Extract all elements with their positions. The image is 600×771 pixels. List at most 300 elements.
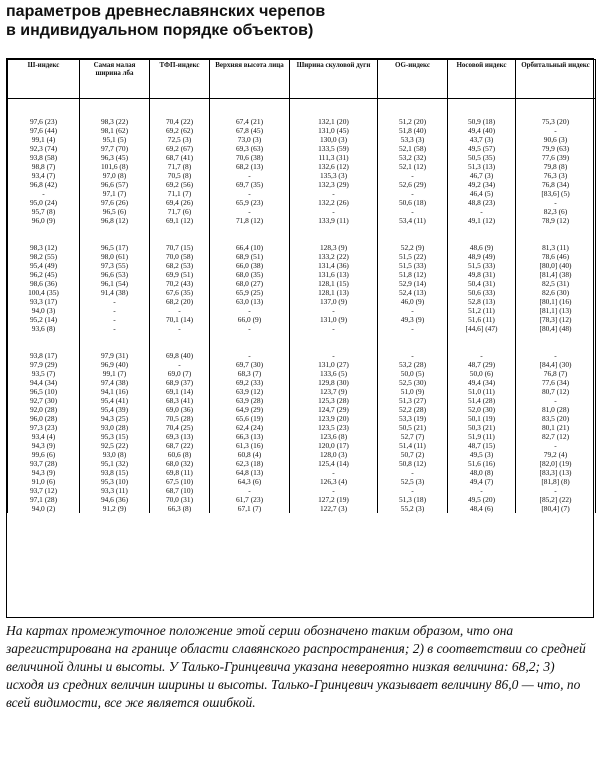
table-cell: 93,4 (4) bbox=[8, 432, 80, 441]
table-cell: 60,6 (8) bbox=[150, 450, 210, 459]
table-cell: 51,5 (22) bbox=[378, 252, 448, 261]
table-cell: 94,1 (16) bbox=[80, 387, 150, 396]
table-cell: 69,2 (56) bbox=[150, 180, 210, 189]
table-cell: 63,0 (13) bbox=[210, 297, 290, 306]
table-cell: - bbox=[80, 315, 150, 324]
table-cell: 91,2 (9) bbox=[80, 504, 150, 513]
table-body bbox=[8, 99, 596, 514]
table-cell: 125,4 (14) bbox=[290, 459, 378, 468]
table-cell: 64,9 (29) bbox=[210, 405, 290, 414]
table-cell: 97,9 (31) bbox=[80, 351, 150, 360]
column-header: Ширина скуловой дуги bbox=[290, 60, 378, 99]
table-cell: 83,5 (20) bbox=[516, 414, 596, 423]
table-cell: - bbox=[516, 198, 596, 207]
table-cell: - bbox=[8, 189, 80, 198]
table-cell: 69,3 (63) bbox=[210, 144, 290, 153]
spacer-cell bbox=[378, 99, 448, 118]
table-cell: 93,7 (28) bbox=[8, 459, 80, 468]
table-cell: 69,9 (51) bbox=[150, 270, 210, 279]
table-cell: 70,2 (43) bbox=[150, 279, 210, 288]
table-cell: - bbox=[378, 306, 448, 315]
table-cell: 52,5 (30) bbox=[378, 378, 448, 387]
table-cell: 52,9 (14) bbox=[378, 279, 448, 288]
table-cell: 80,7 (12) bbox=[516, 387, 596, 396]
table-cell: - bbox=[448, 207, 516, 216]
table-cell: 52,1 (58) bbox=[378, 144, 448, 153]
table-cell: 71,8 (12) bbox=[210, 216, 290, 225]
spacer-cell bbox=[210, 333, 290, 351]
table-cell: 96,5 (17) bbox=[80, 243, 150, 252]
table-cell: 52,1 (12) bbox=[378, 162, 448, 171]
table-cell: 48,7 (15) bbox=[448, 441, 516, 450]
table-cell: 125,3 (28) bbox=[290, 396, 378, 405]
table-row bbox=[8, 189, 596, 198]
table-cell: 49,5 (3) bbox=[448, 450, 516, 459]
table-row bbox=[8, 414, 596, 423]
table-cell: 92,3 (74) bbox=[8, 144, 80, 153]
table-cell: 52,6 (29) bbox=[378, 180, 448, 189]
table-cell: 51,9 (11) bbox=[448, 432, 516, 441]
table-cell: 97,7 (70) bbox=[80, 144, 150, 153]
table-cell: 69,2 (33) bbox=[210, 378, 290, 387]
spacer-cell bbox=[378, 225, 448, 243]
table-cell: 49,8 (31) bbox=[448, 270, 516, 279]
table-cell: - bbox=[516, 486, 596, 495]
table-cell: 133,2 (22) bbox=[290, 252, 378, 261]
table-cell: 51,0 (9) bbox=[378, 387, 448, 396]
table-cell: 63,9 (28) bbox=[210, 396, 290, 405]
table-cell: - bbox=[290, 324, 378, 333]
table-cell: 76,8 (34) bbox=[516, 180, 596, 189]
table-cell: - bbox=[80, 297, 150, 306]
table-cell: 93,7 (12) bbox=[8, 486, 80, 495]
table-cell: 64,3 (6) bbox=[210, 477, 290, 486]
table-cell: 69,7 (30) bbox=[210, 360, 290, 369]
spacer-cell bbox=[210, 99, 290, 118]
table-cell: 68,3 (41) bbox=[150, 396, 210, 405]
table-row bbox=[8, 459, 596, 468]
table-row bbox=[8, 441, 596, 450]
table-cell: - bbox=[290, 207, 378, 216]
column-header: Самая малая ширина лба bbox=[80, 60, 150, 99]
table-cell: 70,5 (8) bbox=[150, 171, 210, 180]
table-cell: - bbox=[290, 486, 378, 495]
table-cell: 80,1 (21) bbox=[516, 423, 596, 432]
table-cell: 128,1 (15) bbox=[290, 279, 378, 288]
table-cell: 128,0 (3) bbox=[290, 450, 378, 459]
table-row bbox=[8, 171, 596, 180]
table-cell: 49,5 (57) bbox=[448, 144, 516, 153]
table-cell: 95,3 (15) bbox=[80, 432, 150, 441]
table-cell: 51,5 (33) bbox=[378, 261, 448, 270]
table-cell: 96,9 (40) bbox=[80, 360, 150, 369]
table-cell: 93,5 (7) bbox=[8, 369, 80, 378]
table-cell: 70,6 (38) bbox=[210, 153, 290, 162]
table-cell: 53,2 (32) bbox=[378, 153, 448, 162]
table-cell: 101,6 (8) bbox=[80, 162, 150, 171]
column-header: Верхняя высота лица bbox=[210, 60, 290, 99]
table-cell: 96,6 (57) bbox=[80, 180, 150, 189]
table-cell: 65,9 (25) bbox=[210, 288, 290, 297]
table-cell: 131,6 (13) bbox=[290, 270, 378, 279]
table-cell: - bbox=[290, 189, 378, 198]
table-cell: [81,1] (13) bbox=[516, 306, 596, 315]
table-row bbox=[8, 270, 596, 279]
table-cell: 52,8 (13) bbox=[448, 297, 516, 306]
table-cell: 91,4 (38) bbox=[80, 288, 150, 297]
table-cell: [82,0] (19) bbox=[516, 459, 596, 468]
table-row bbox=[8, 306, 596, 315]
table-cell: 68,7 (10) bbox=[150, 486, 210, 495]
table-cell: - bbox=[378, 171, 448, 180]
table-cell: 51,2 (20) bbox=[378, 117, 448, 126]
table-cell: 69,2 (67) bbox=[150, 144, 210, 153]
table-cell: 50,0 (6) bbox=[448, 369, 516, 378]
table-cell: 93,8 (17) bbox=[8, 351, 80, 360]
table-cell: 131,0 (9) bbox=[290, 315, 378, 324]
table-cell: 92,7 (30) bbox=[8, 396, 80, 405]
table-cell: [80,0] (40) bbox=[516, 261, 596, 270]
table-cell: 96,0 (9) bbox=[8, 216, 80, 225]
table-cell: 51,6 (16) bbox=[448, 459, 516, 468]
table-cell: - bbox=[378, 324, 448, 333]
table-cell: 94,6 (36) bbox=[80, 495, 150, 504]
table-cell: - bbox=[150, 324, 210, 333]
table-cell: 98,3 (12) bbox=[8, 243, 80, 252]
table-cell: 62,3 (18) bbox=[210, 459, 290, 468]
spacer-cell bbox=[8, 99, 80, 118]
column-header: ОG-индекс bbox=[378, 60, 448, 99]
table-cell: 73,0 (3) bbox=[210, 135, 290, 144]
spacer-cell bbox=[516, 225, 596, 243]
table-cell: 124,7 (29) bbox=[290, 405, 378, 414]
table-cell: 131,0 (45) bbox=[290, 126, 378, 135]
table-cell: 50,8 (12) bbox=[378, 459, 448, 468]
table-cell: 49,2 (34) bbox=[448, 180, 516, 189]
table-cell: 93,8 (58) bbox=[8, 153, 80, 162]
table-cell: 96,5 (10) bbox=[8, 387, 80, 396]
table-cell: 46,7 (3) bbox=[448, 171, 516, 180]
table-cell: 70,4 (25) bbox=[150, 423, 210, 432]
table-cell: 95,4 (49) bbox=[8, 261, 80, 270]
table-cell: 49,5 (20) bbox=[448, 495, 516, 504]
spacer-cell bbox=[516, 333, 596, 351]
table-cell: 78,6 (46) bbox=[516, 252, 596, 261]
table-cell: 52,5 (3) bbox=[378, 477, 448, 486]
spacer-cell bbox=[150, 99, 210, 118]
table-row bbox=[8, 378, 596, 387]
column-header: ТФП-индекс bbox=[150, 60, 210, 99]
table-cell: 97,4 (38) bbox=[80, 378, 150, 387]
table-cell: 92,0 (28) bbox=[8, 405, 80, 414]
table-row bbox=[8, 423, 596, 432]
table-cell: 52,4 (13) bbox=[378, 288, 448, 297]
table-cell: 128,1 (13) bbox=[290, 288, 378, 297]
table-row bbox=[8, 324, 596, 333]
table-cell: 93,4 (7) bbox=[8, 171, 80, 180]
table-cell: 49,4 (34) bbox=[448, 378, 516, 387]
table-cell: 132,2 (26) bbox=[290, 198, 378, 207]
table-cell: 95,4 (39) bbox=[80, 405, 150, 414]
table-cell: 49,3 (9) bbox=[378, 315, 448, 324]
table-row bbox=[8, 243, 596, 252]
skull-parameters-table bbox=[6, 58, 594, 618]
table-cell: 79,2 (4) bbox=[516, 450, 596, 459]
table-cell: 95,4 (41) bbox=[80, 396, 150, 405]
table-cell: 133,5 (59) bbox=[290, 144, 378, 153]
table-cell: - bbox=[378, 351, 448, 360]
table-cell: 48,0 (8) bbox=[448, 468, 516, 477]
table-cell: [78,3] (12) bbox=[516, 315, 596, 324]
spacer-cell bbox=[290, 333, 378, 351]
table-row bbox=[8, 297, 596, 306]
table-cell: 60,8 (4) bbox=[210, 450, 290, 459]
table-cell: 97,9 (29) bbox=[8, 360, 80, 369]
table-cell: - bbox=[150, 360, 210, 369]
table-cell: - bbox=[210, 306, 290, 315]
table-cell: - bbox=[210, 486, 290, 495]
table-cell: 94,3 (25) bbox=[80, 414, 150, 423]
table-cell: 69,1 (12) bbox=[150, 216, 210, 225]
table-cell: 97,3 (55) bbox=[80, 261, 150, 270]
table-cell: 68,7 (22) bbox=[150, 441, 210, 450]
table-cell: 97,1 (7) bbox=[80, 189, 150, 198]
spacer-cell bbox=[80, 99, 150, 118]
table-cell: 76,8 (7) bbox=[516, 369, 596, 378]
table-cell: 48,9 (49) bbox=[448, 252, 516, 261]
table-row bbox=[8, 288, 596, 297]
table-cell: 95,2 (14) bbox=[8, 315, 80, 324]
table-row bbox=[8, 432, 596, 441]
table-cell: 133,9 (11) bbox=[290, 216, 378, 225]
spacer-cell bbox=[290, 99, 378, 118]
table-cell: 52,2 (9) bbox=[378, 243, 448, 252]
spacer-cell bbox=[448, 333, 516, 351]
table-row bbox=[8, 486, 596, 495]
table-cell: 63,9 (12) bbox=[210, 387, 290, 396]
spacer-cell bbox=[150, 333, 210, 351]
table-cell: 129,8 (30) bbox=[290, 378, 378, 387]
table-cell: 122,7 (3) bbox=[290, 504, 378, 513]
table-cell: 69,1 (14) bbox=[150, 387, 210, 396]
table-cell: 82,3 (6) bbox=[516, 207, 596, 216]
table-cell: 51,0 (11) bbox=[448, 387, 516, 396]
table-cell: 93,3 (17) bbox=[8, 297, 80, 306]
table-cell: 51,8 (12) bbox=[378, 270, 448, 279]
table-cell: 94,3 (9) bbox=[8, 468, 80, 477]
table-cell: 76,3 (3) bbox=[516, 171, 596, 180]
table-cell: - bbox=[210, 207, 290, 216]
table-cell: 70,0 (58) bbox=[150, 252, 210, 261]
table-cell: 51,3 (27) bbox=[378, 396, 448, 405]
table-cell: 48,7 (29) bbox=[448, 360, 516, 369]
table-cell: 95,1 (5) bbox=[80, 135, 150, 144]
table-cell: - bbox=[516, 396, 596, 405]
table-cell: 51,6 (11) bbox=[448, 315, 516, 324]
table-cell: 68,0 (35) bbox=[210, 270, 290, 279]
table-cell: 98,6 (36) bbox=[8, 279, 80, 288]
table-row bbox=[8, 144, 596, 153]
table-cell: - bbox=[80, 324, 150, 333]
table-cell: 64,8 (13) bbox=[210, 468, 290, 477]
table-cell: 95,0 (24) bbox=[8, 198, 80, 207]
table-cell: 133,6 (5) bbox=[290, 369, 378, 378]
table-cell: [81,8] (8) bbox=[516, 477, 596, 486]
table-cell: [84,4] (30) bbox=[516, 360, 596, 369]
table-cell: 50,5 (35) bbox=[448, 153, 516, 162]
table-cell: 65,6 (19) bbox=[210, 414, 290, 423]
table-cell: 96,1 (54) bbox=[80, 279, 150, 288]
table-cell: 49,1 (12) bbox=[448, 216, 516, 225]
table-cell: 51,8 (40) bbox=[378, 126, 448, 135]
table-cell: 78,9 (12) bbox=[516, 216, 596, 225]
table-cell: 130,0 (3) bbox=[290, 135, 378, 144]
table-cell: [44,6] (47) bbox=[448, 324, 516, 333]
table-cell: 68,2 (20) bbox=[150, 297, 210, 306]
table-cell: 69,4 (26) bbox=[150, 198, 210, 207]
table-cell: - bbox=[80, 306, 150, 315]
table-row bbox=[8, 198, 596, 207]
table-cell: 93,0 (8) bbox=[80, 450, 150, 459]
table-cell: 90,6 (3) bbox=[516, 135, 596, 144]
table-cell: 70,4 (22) bbox=[150, 117, 210, 126]
table-cell: 98,0 (61) bbox=[80, 252, 150, 261]
table-cell: 61,7 (23) bbox=[210, 495, 290, 504]
table-cell: [80,4] (7) bbox=[516, 504, 596, 513]
table-row bbox=[8, 495, 596, 504]
table-cell: 94,0 (3) bbox=[8, 306, 80, 315]
table-row bbox=[8, 126, 596, 135]
table-cell: 71,7 (8) bbox=[150, 162, 210, 171]
table-cell: [83,3] (13) bbox=[516, 468, 596, 477]
table-cell: 68,3 (7) bbox=[210, 369, 290, 378]
table-cell: 123,5 (23) bbox=[290, 423, 378, 432]
table-cell: - bbox=[290, 351, 378, 360]
table-cell: - bbox=[378, 207, 448, 216]
table-row bbox=[8, 450, 596, 459]
table-cell: - bbox=[210, 351, 290, 360]
table-cell: 99,1 (4) bbox=[8, 135, 80, 144]
table-cell: 53,2 (28) bbox=[378, 360, 448, 369]
table-cell: 69,2 (62) bbox=[150, 126, 210, 135]
spacer-cell bbox=[516, 99, 596, 118]
table-cell: 70,1 (14) bbox=[150, 315, 210, 324]
table-cell: 66,3 (8) bbox=[150, 504, 210, 513]
table-cell: 94,4 (34) bbox=[8, 378, 80, 387]
table-cell: 94,0 (2) bbox=[8, 504, 80, 513]
table-cell: 132,1 (20) bbox=[290, 117, 378, 126]
table-row bbox=[8, 387, 596, 396]
table-cell: - bbox=[210, 189, 290, 198]
table-cell: 75,3 (20) bbox=[516, 117, 596, 126]
table-cell: 62,4 (24) bbox=[210, 423, 290, 432]
table-row bbox=[8, 360, 596, 369]
table-cell: 68,2 (53) bbox=[150, 261, 210, 270]
table-cell: 52,7 (7) bbox=[378, 432, 448, 441]
table-cell: 51,3 (18) bbox=[378, 495, 448, 504]
spacer-cell bbox=[80, 333, 150, 351]
table-cell: [83,6] (5) bbox=[516, 189, 596, 198]
spacer-cell bbox=[8, 333, 80, 351]
table-cell: 127,2 (19) bbox=[290, 495, 378, 504]
table-cell: 96,3 (45) bbox=[80, 153, 150, 162]
table-cell: - bbox=[210, 324, 290, 333]
table-cell: 77,6 (39) bbox=[516, 153, 596, 162]
spacer-cell bbox=[448, 99, 516, 118]
heading-line-2: в индивидуальном порядке объектов) bbox=[6, 22, 314, 39]
table-cell: 79,9 (63) bbox=[516, 144, 596, 153]
table-cell: 97,6 (23) bbox=[8, 117, 80, 126]
table-cell: - bbox=[516, 441, 596, 450]
table-cell: 95,7 (8) bbox=[8, 207, 80, 216]
table-cell: 131,4 (36) bbox=[290, 261, 378, 270]
table-cell: 48,6 (9) bbox=[448, 243, 516, 252]
table-cell: 67,6 (35) bbox=[150, 288, 210, 297]
table-cell: 70,0 (31) bbox=[150, 495, 210, 504]
table-row bbox=[8, 351, 596, 360]
table-cell: 95,1 (32) bbox=[80, 459, 150, 468]
table-cell: 69,3 (13) bbox=[150, 432, 210, 441]
table-cell: 123,7 (9) bbox=[290, 387, 378, 396]
table-cell: - bbox=[378, 468, 448, 477]
table-cell: 126,3 (4) bbox=[290, 477, 378, 486]
table-cell: 96,8 (12) bbox=[80, 216, 150, 225]
table-cell: 69,8 (40) bbox=[150, 351, 210, 360]
table-cell: 123,6 (8) bbox=[290, 432, 378, 441]
table-cell: 49,4 (40) bbox=[448, 126, 516, 135]
spacer-cell bbox=[150, 225, 210, 243]
table-cell: 66,0 (9) bbox=[210, 315, 290, 324]
table-cell: 66,3 (13) bbox=[210, 432, 290, 441]
table-cell: 66,4 (10) bbox=[210, 243, 290, 252]
group-spacer bbox=[8, 99, 596, 118]
table-cell: 95,3 (10) bbox=[80, 477, 150, 486]
table-cell: 46,4 (5) bbox=[448, 189, 516, 198]
table-cell: 68,9 (51) bbox=[210, 252, 290, 261]
table-cell: 97,6 (26) bbox=[80, 198, 150, 207]
table-cell: - bbox=[210, 171, 290, 180]
table-row bbox=[8, 216, 596, 225]
table-cell: 77,6 (34) bbox=[516, 378, 596, 387]
table-cell: 99,6 (6) bbox=[8, 450, 80, 459]
table-cell: 48,8 (23) bbox=[448, 198, 516, 207]
table-cell: 135,3 (3) bbox=[290, 171, 378, 180]
table-row bbox=[8, 477, 596, 486]
table-cell: 93,8 (15) bbox=[80, 468, 150, 477]
table-cell: 68,9 (37) bbox=[150, 378, 210, 387]
table-cell: 48,4 (6) bbox=[448, 504, 516, 513]
table-cell: 68,0 (27) bbox=[210, 279, 290, 288]
table-cell: 71,1 (7) bbox=[150, 189, 210, 198]
table-row bbox=[8, 279, 596, 288]
table-cell: 81,0 (28) bbox=[516, 405, 596, 414]
table-cell: 92,5 (22) bbox=[80, 441, 150, 450]
table-row bbox=[8, 117, 596, 126]
table-cell: 96,0 (28) bbox=[8, 414, 80, 423]
table-cell: 98,3 (22) bbox=[80, 117, 150, 126]
table-cell: 99,1 (7) bbox=[80, 369, 150, 378]
table-cell: 50,4 (31) bbox=[448, 279, 516, 288]
table-cell: 96,8 (42) bbox=[8, 180, 80, 189]
spacer-cell bbox=[8, 225, 80, 243]
table-cell: 111,3 (31) bbox=[290, 153, 378, 162]
table-row bbox=[8, 504, 596, 513]
table-cell: 97,0 (8) bbox=[80, 171, 150, 180]
table-cell: 81,3 (11) bbox=[516, 243, 596, 252]
table-cell: 50,5 (21) bbox=[378, 423, 448, 432]
table-row bbox=[8, 468, 596, 477]
table-row bbox=[8, 207, 596, 216]
